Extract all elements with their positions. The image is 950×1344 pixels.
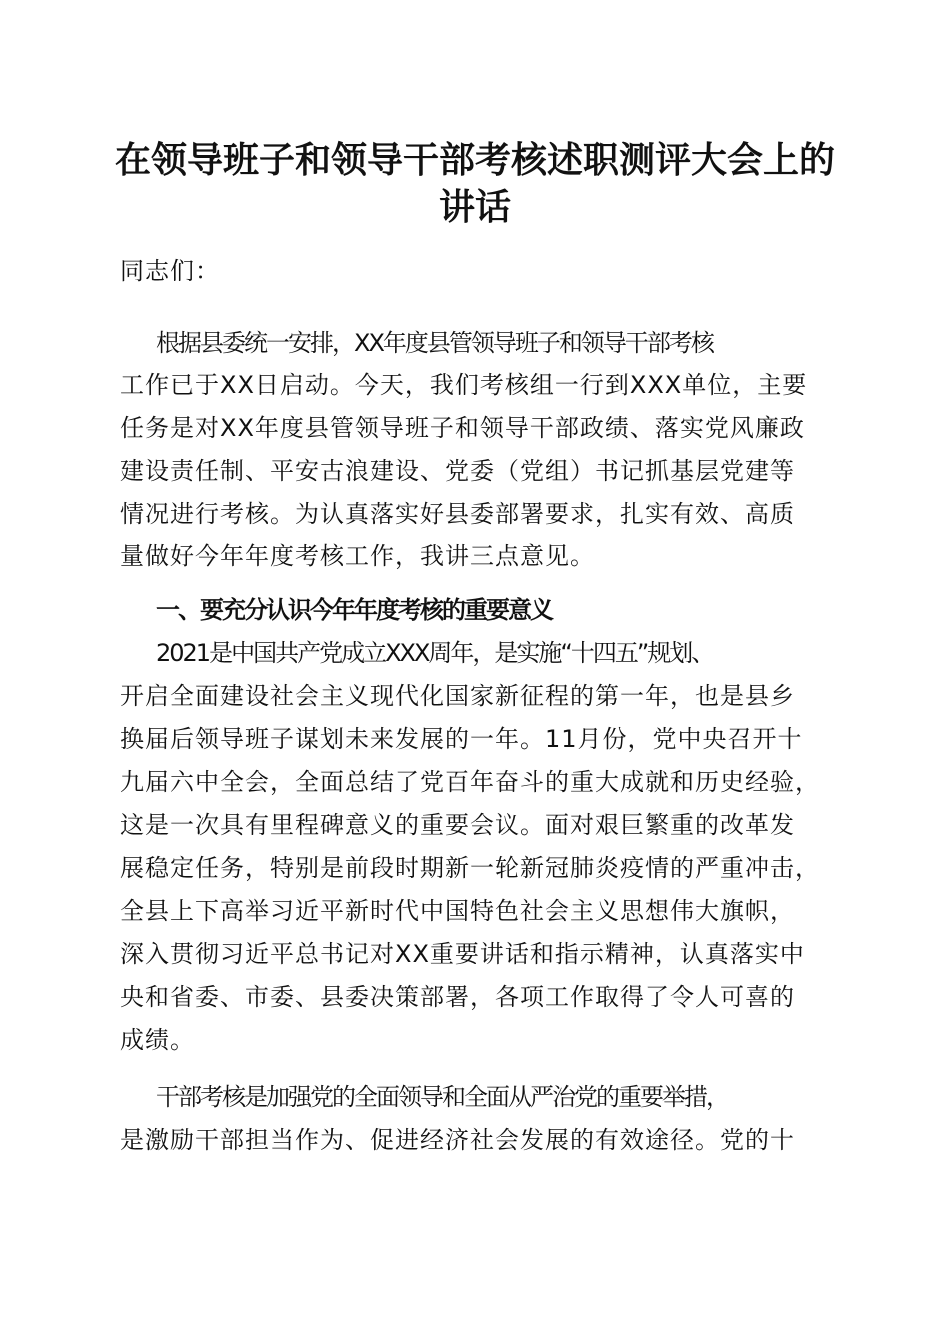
- paragraph-line: 换届后领导班子谋划未来发展的一年。11月份，党中央召开十: [120, 725, 803, 753]
- paragraph-line: 成绩。: [120, 1026, 195, 1054]
- paragraph-line: 深入贯彻习近平总书记对XX重要讲话和指示精神，认真落实中: [120, 940, 805, 968]
- paragraph-line: 干部考核是加强党的全面领导和全面从严治党的重要举措，: [156, 1083, 728, 1111]
- paragraph-line: 工作已于XX日启动。今天，我们考核组一行到XXX单位，主要: [120, 371, 808, 399]
- document-title-line-2: 讲话: [438, 186, 511, 228]
- paragraph-line: 任务是对XX年度县管领导班子和领导干部政绩、落实党风廉政: [120, 414, 805, 442]
- paragraph-line: 九届六中全会，全面总结了党百年奋斗的重大成就和历史经验，: [120, 768, 820, 796]
- paragraph-line: 全县上下高举习近平新时代中国特色社会主义思想伟大旗帜，: [120, 897, 795, 925]
- paragraph-line: 展稳定任务，特别是前段时期新一轮新冠肺炎疫情的严重冲击，: [120, 854, 820, 882]
- paragraph-line: 建设责任制、平安古浪建设、党委（党组）书记抓基层党建等: [120, 457, 795, 485]
- paragraph-line: 情况进行考核。为认真落实好县委部署要求，扎实有效、高质: [120, 500, 795, 528]
- paragraph-line: 2021是中国共产党成立XXX周年，是实施“十四五”规划、: [156, 639, 714, 667]
- paragraph-line: 这是一次具有里程碑意义的重要会议。面对艰巨繁重的改革发: [120, 811, 795, 839]
- section-heading: 一、要充分认识今年年度考核的重要意义: [156, 596, 552, 624]
- paragraph-line: 是激励干部担当作为、促进经济社会发展的有效途径。党的十: [120, 1126, 795, 1154]
- paragraph-line: 根据县委统一安排，XX年度县管领导班子和领导干部考核: [156, 329, 713, 357]
- paragraph-line: 量做好今年年度考核工作，我讲三点意见。: [120, 542, 595, 570]
- paragraph-line: 央和省委、市委、县委决策部署，各项工作取得了令人可喜的: [120, 983, 795, 1011]
- greeting: 同志们：: [120, 257, 220, 285]
- paragraph-line: 开启全面建设社会主义现代化国家新征程的第一年，也是县乡: [120, 682, 795, 710]
- document-title-line-1: 在领导班子和领导干部考核述职测评大会上的: [114, 139, 835, 181]
